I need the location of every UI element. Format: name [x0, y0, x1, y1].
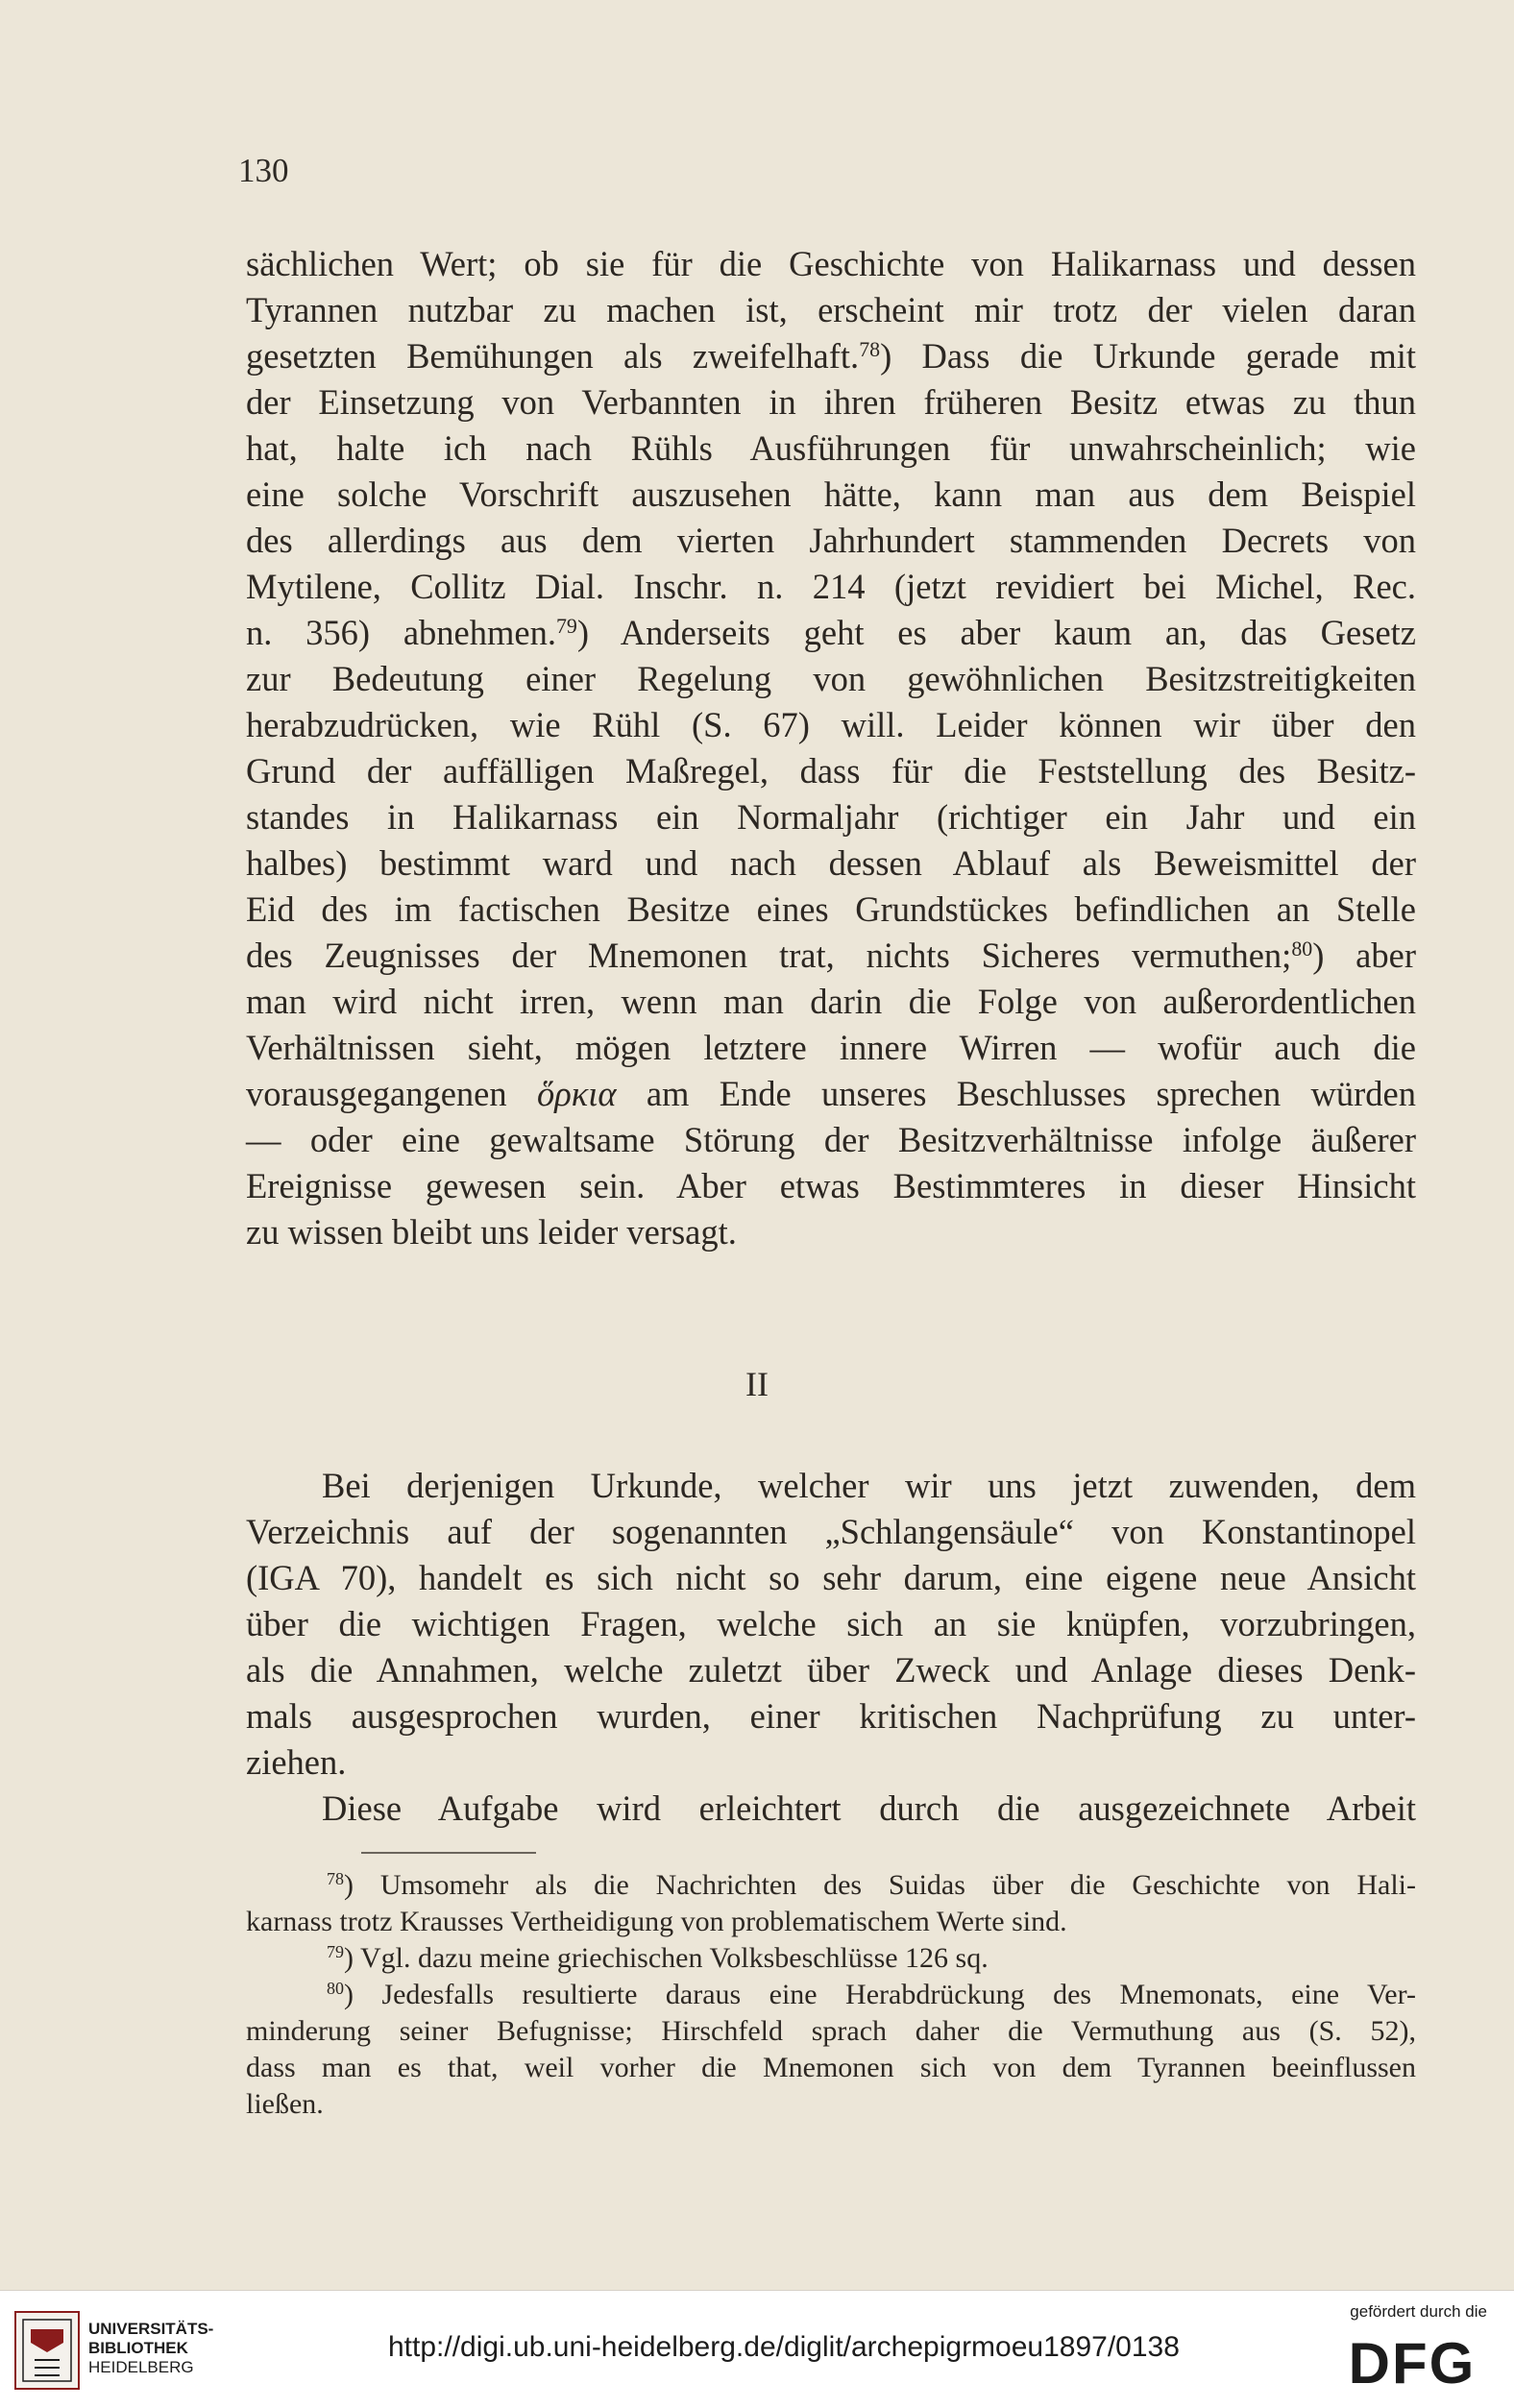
body-line: Bei derjenigen Urkunde, welcher wir uns jetzt zuwenden, dem	[322, 1466, 1416, 1505]
body-line: über die wichtigen Fragen, welche sich an sie knüpfen, vorzubringen,	[246, 1604, 1416, 1643]
body-line: standes in Halikarnass ein Normaljahr (richtiger ein Jahr und ein	[246, 797, 1416, 837]
funding-note: gefördert durch die	[1350, 2302, 1487, 2321]
body-line: halbes) bestimmt ward und nach dessen Ablauf als Beweismittel der	[246, 843, 1416, 883]
body-line: hat, halte ich nach Rühls Ausführungen für unwahrscheinlich; wie	[246, 428, 1416, 468]
dfg-logo-text: DFG	[1348, 2331, 1477, 2391]
section-heading: II	[745, 1365, 769, 1403]
footnote-text: ließen.	[246, 2088, 324, 2120]
body-line-text: des Zeugnisses der Mnemonen trat, nichts Sicheres vermuthen;	[246, 936, 1292, 975]
body-line-text: ) Dass die Urkunde gerade mit	[880, 336, 1416, 376]
footnote-79: $^{79}$) Vgl. dazu meine griechischen Volksbeschlüsse 126 sq.	[327, 1942, 989, 1974]
body-line: des allerdings aus dem vierten Jahrhundert stammenden Decrets von	[246, 521, 1416, 560]
body-line	[246, 1070, 1416, 1118]
body-line-text: ) aber	[1312, 936, 1416, 975]
body-line: Tyrannen nutzbar zu machen ist, erscheint mir trotz der vielen daran	[246, 290, 1416, 329]
footnote-80: $^{80}$) Jedesfalls resultierte daraus eine Herabdrückung des Mnemonats, eine Ver-	[327, 1979, 1416, 2010]
body-line: Grund der auffälligen Maßregel, dass für die Feststellung des Besitz-	[246, 751, 1416, 791]
footnote-text: minderung seiner Befugnisse; Hirschfeld sprach daher die Vermuthung aus (S. 52),	[246, 2015, 1416, 2047]
body-line: ziehen.	[246, 1742, 347, 1782]
body-line: zur Bedeutung einer Regelung von gewöhnlichen Besitzstreitigkeiten	[246, 659, 1416, 698]
footnote-ref[interactable]: 80	[1291, 936, 1313, 961]
digitization-footer	[0, 2290, 1514, 2408]
body-line: Mytilene, Collitz Dial. Inschr. n. 214 (jetzt revidiert bei Michel, Rec.	[246, 567, 1416, 606]
body-line: zu wissen bleibt uns leider versagt.	[246, 1212, 737, 1252]
body-line: Eid des im factischen Besitze eines Grundstückes befindlichen an Stelle	[246, 889, 1416, 929]
body-line: Verhältnissen sieht, mögen letztere innere Wirren — wofür auch die	[246, 1028, 1416, 1067]
footnote-number: 79	[327, 1942, 344, 1962]
footnote-text: dass man es that, weil vorher die Mnemonen sich von dem Tyrannen beeinflussen	[246, 2052, 1416, 2083]
library-name	[88, 2320, 213, 2377]
footnote-text: karnass trotz Krausses Vertheidigung von problematischem Werte sind.	[246, 1906, 1067, 1937]
footnote-ref[interactable]: 78	[859, 336, 881, 361]
body-line: — oder eine gewaltsame Störung der Besitzverhältnisse infolge äußerer	[246, 1120, 1416, 1159]
body-line-text: gesetzten Bemühungen als zweifelhaft.	[246, 336, 860, 376]
permalink-url[interactable]: http://digi.ub.uni-heidelberg.de/diglit/archepigrmoeu1897/0138	[388, 2331, 1180, 2363]
body-line: der Einsetzung von Verbannten in ihren früheren Besitz etwas zu thun	[246, 382, 1416, 422]
body-line: (IGA 70), handelt es sich nicht so sehr darum, eine eigene neue Ansicht	[246, 1558, 1416, 1597]
footnote-number: 80	[327, 1979, 344, 1999]
body-line-text: am Ende unseres Beschlusses sprechen würden	[616, 1074, 1416, 1113]
dfg-logo-icon	[1335, 2331, 1489, 2391]
footnote-ref[interactable]: 79	[555, 613, 577, 638]
library-name-line: BIBLIOTHEK	[88, 2339, 188, 2357]
body-line: Verzeichnis auf der sogenannten „Schlangensäule“ von Konstantinopel	[246, 1512, 1416, 1551]
body-line: sächlichen Wert; ob sie für die Geschichte von Halikarnass und dessen	[246, 244, 1416, 283]
library-name-line: UNIVERSITÄTS-	[88, 2320, 214, 2338]
body-line-text: n. 356) abnehmen.	[246, 613, 556, 652]
footnote-number: 78	[327, 1869, 344, 1889]
footnote-text: Jedesfalls resultierte daraus eine Herabdrückung des Mnemonats, eine Ver-	[381, 1979, 1416, 2010]
body-line: als die Annahmen, welche zuletzt über Zweck und Anlage dieses Denk-	[246, 1650, 1416, 1690]
body-line: Ereignisse gewesen sein. Aber etwas Bestimmteres in dieser Hinsicht	[246, 1166, 1416, 1205]
body-line	[246, 932, 1416, 980]
body-line	[246, 332, 1416, 380]
page-number: 130	[238, 152, 289, 189]
library-seal-icon	[13, 2310, 81, 2391]
footnote-78: $^{78}$) Umsomehr als die Nachrichten des Suidas über die Geschichte von Hali-	[327, 1869, 1416, 1901]
greek-word: ὅρκια	[536, 1074, 617, 1113]
body-line-text: vorausgegangenen	[246, 1074, 507, 1113]
body-line: mals ausgesprochen wurden, einer kritischen Nachprüfung zu unter-	[246, 1696, 1416, 1736]
footnote-text: Vgl. dazu meine griechischen Volksbeschlüsse 126 sq.	[359, 1942, 989, 1974]
footnote-divider	[361, 1852, 536, 1854]
library-name-line: HEIDELBERG	[88, 2358, 194, 2376]
footnote-text: Umsomehr als die Nachrichten des Suidas über die Geschichte von Hali-	[379, 1869, 1416, 1901]
body-line	[246, 609, 1416, 657]
body-line-text: ) Anderseits geht es aber kaum an, das Gesetz	[576, 613, 1416, 652]
body-line: Diese Aufgabe wird erleichtert durch die ausgezeichnete Arbeit	[322, 1788, 1416, 1828]
body-line: eine solche Vorschrift auszusehen hätte, kann man aus dem Beispiel	[246, 474, 1416, 514]
body-line: herabzudrücken, wie Rühl (S. 67) will. Leider können wir über den	[246, 705, 1416, 744]
body-line: man wird nicht irren, wenn man darin die Folge von außerordentlichen	[246, 982, 1416, 1021]
